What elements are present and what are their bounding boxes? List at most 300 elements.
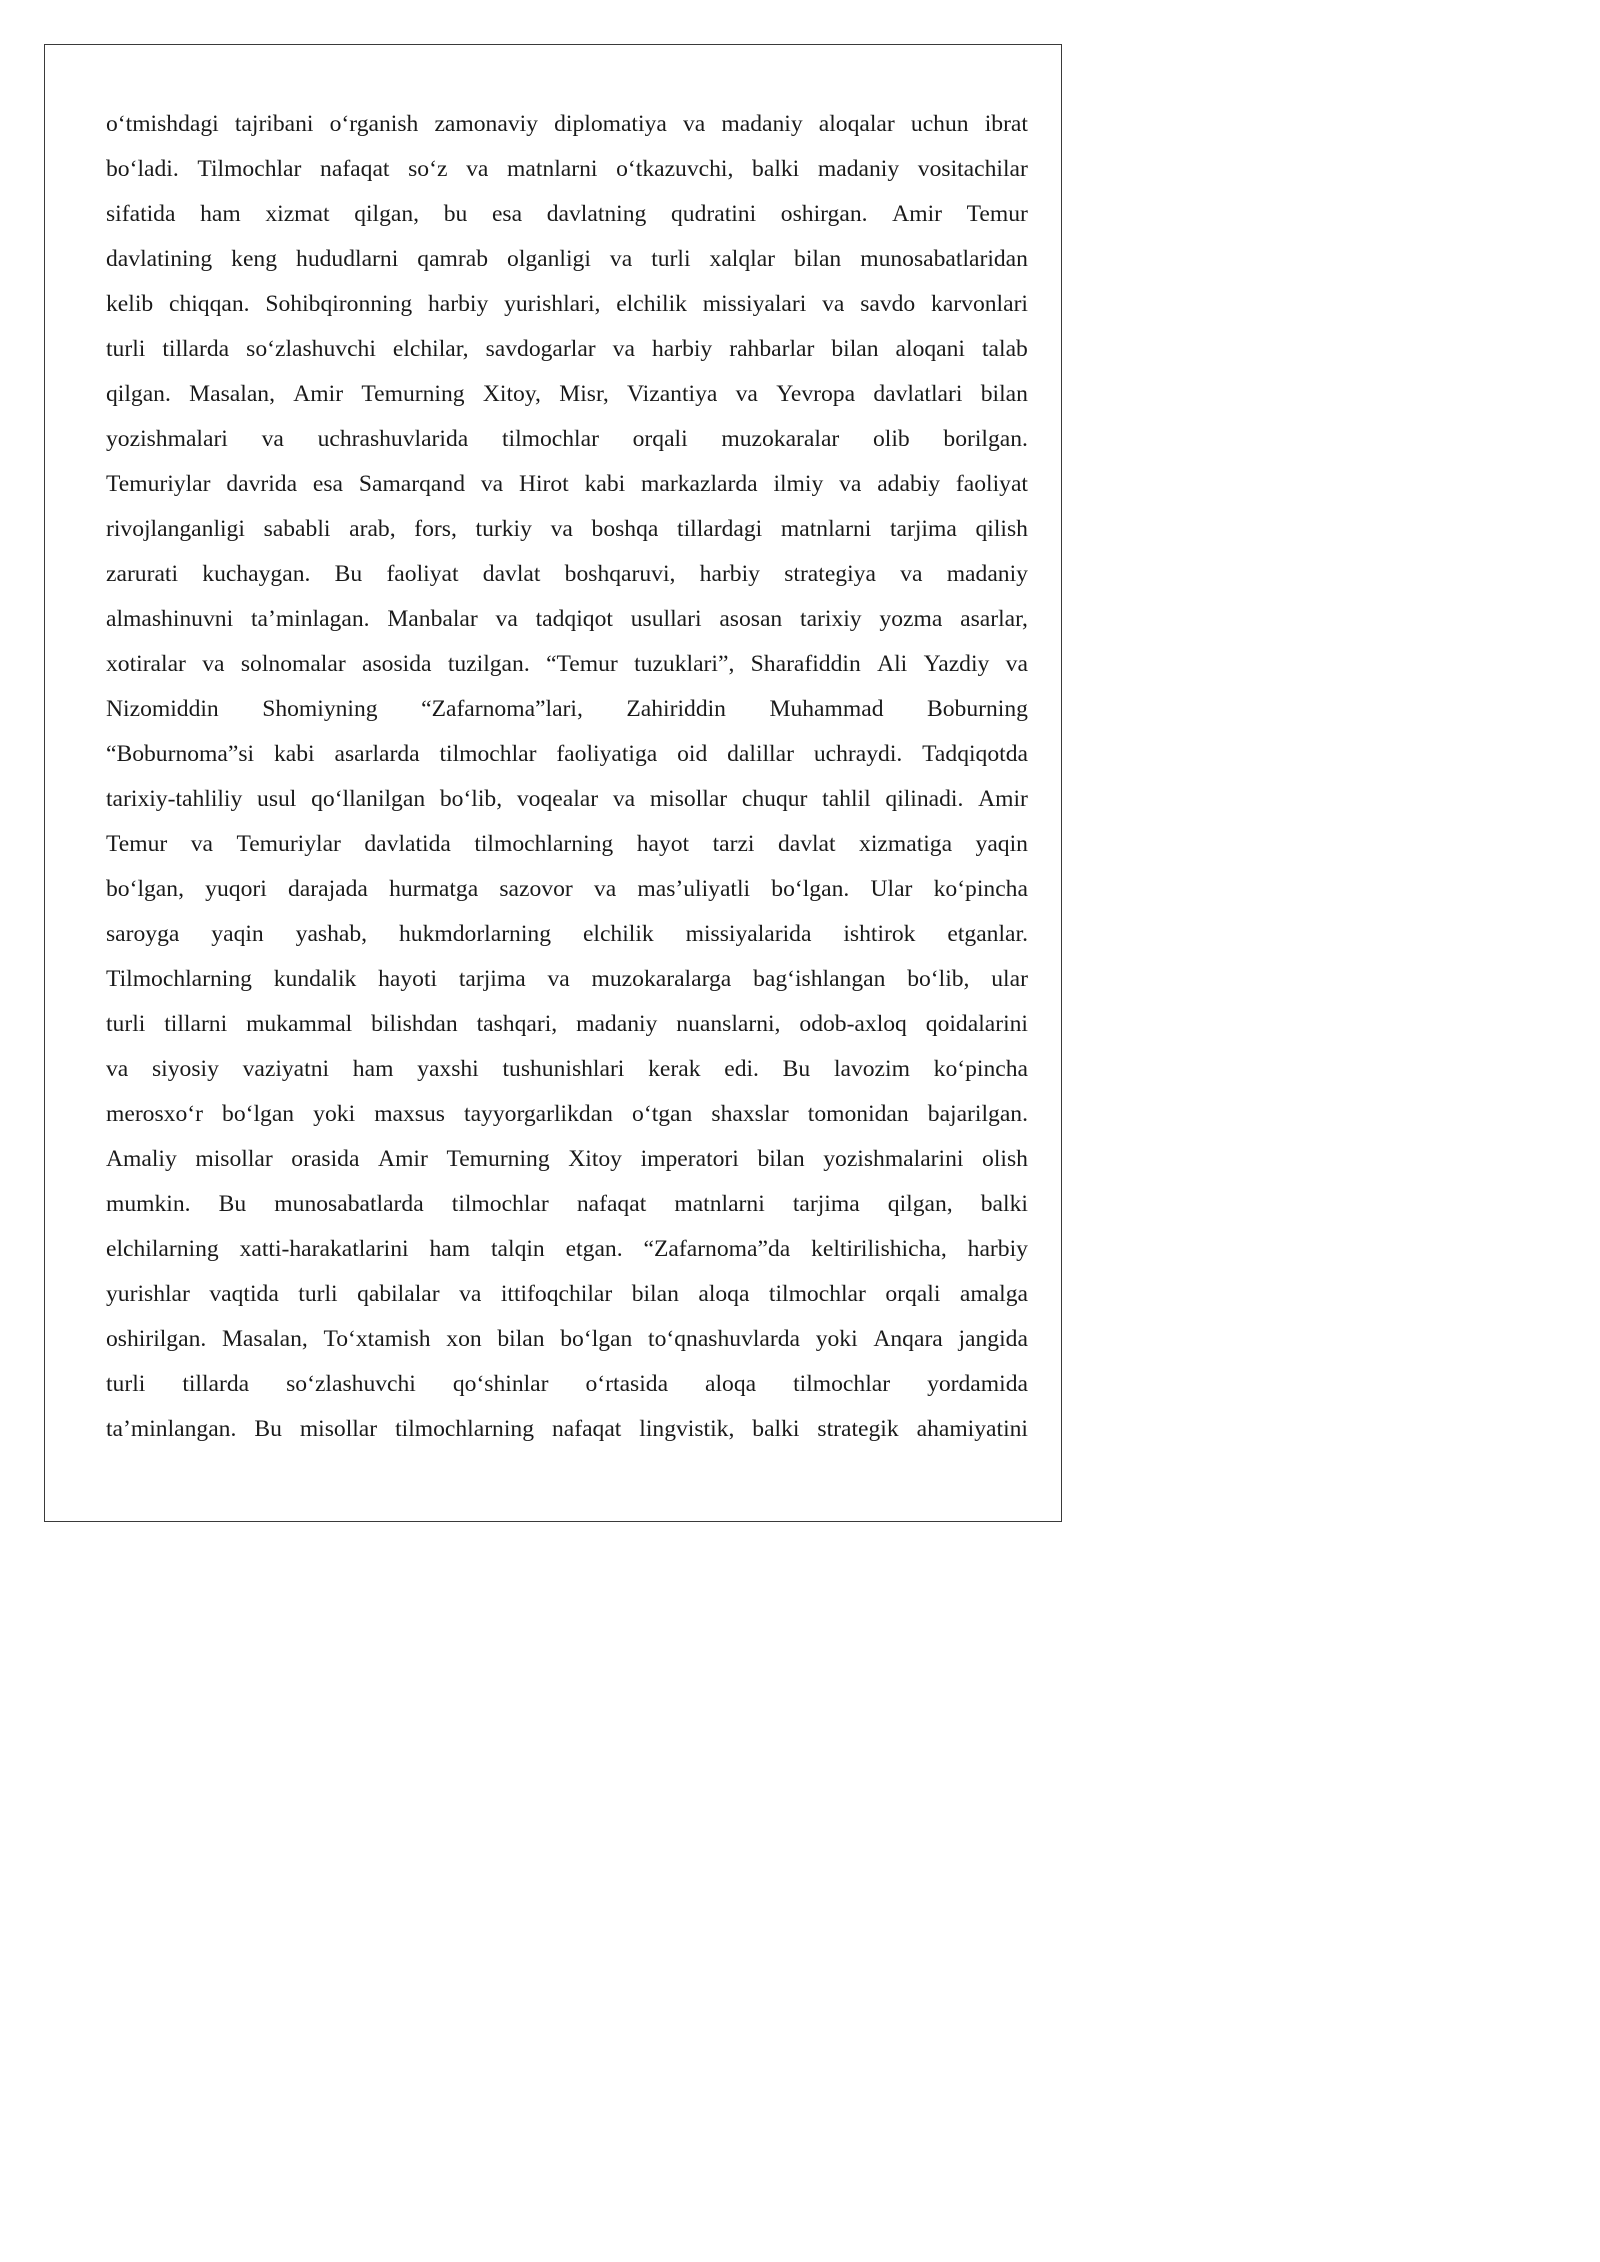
word: oshirilgan.: [106, 1326, 207, 1352]
word: aloqa: [698, 1281, 750, 1307]
word: zarurati: [106, 561, 179, 587]
word: borilgan.: [943, 426, 1028, 452]
word: imperatori: [640, 1146, 739, 1172]
word: va: [190, 831, 213, 857]
word: tomonidan: [807, 1101, 909, 1127]
word: dalillar: [727, 741, 794, 767]
word: sababli: [263, 516, 331, 542]
word: kerak: [648, 1056, 701, 1082]
word: tarjima: [792, 1191, 860, 1217]
word: va: [900, 561, 923, 587]
word: madaniy: [721, 111, 803, 137]
word: Temurning: [446, 1146, 550, 1172]
text-line: [106, 507, 1028, 552]
word: madaniy: [576, 1011, 658, 1037]
word: qudratini: [670, 201, 757, 227]
word: vositachilar: [917, 156, 1028, 182]
word: vaqtida: [209, 1281, 279, 1307]
word: Amaliy: [106, 1146, 177, 1172]
word: madaniy: [817, 156, 900, 182]
word: bo‘lgan,: [106, 876, 184, 902]
word: saroyga: [106, 921, 180, 947]
text-line: [106, 552, 1028, 597]
word: tilmochlarning: [474, 831, 614, 857]
word: qo‘llanilgan: [311, 786, 426, 812]
word: ham: [352, 1056, 394, 1082]
word: mas’uliyatli: [637, 876, 751, 902]
word: almashinuvni: [106, 606, 234, 632]
word: va: [839, 471, 862, 497]
word: merosxo‘r: [106, 1101, 203, 1127]
word: shaxslar: [711, 1101, 789, 1127]
word: yoki: [815, 1326, 858, 1352]
word: odob-axloq: [799, 1011, 907, 1037]
word: Xitoy: [568, 1146, 622, 1172]
word: xalqlar: [709, 246, 776, 272]
text-line: [106, 1317, 1028, 1362]
word: tuzuklari”,: [634, 651, 735, 677]
text-line: [106, 957, 1028, 1002]
word: Bu: [782, 1056, 811, 1082]
word: ham: [200, 201, 241, 227]
word: nafaqat: [576, 1191, 647, 1217]
word: turli: [106, 1011, 146, 1037]
word: bo‘lgan: [560, 1326, 633, 1352]
word: va: [612, 336, 635, 362]
word: Tilmochlar: [197, 156, 302, 182]
word: missiyalarida: [685, 921, 812, 947]
word: to‘qnashuvlarda: [648, 1326, 801, 1352]
word: va: [593, 876, 617, 902]
word: Amir: [978, 786, 1028, 812]
word: Yazdiy: [923, 651, 990, 677]
word: tillarda: [162, 336, 230, 362]
word: o‘tgan: [632, 1101, 693, 1127]
word: yozishmalarini: [823, 1146, 964, 1172]
word: voqealar: [516, 786, 599, 812]
word: kundalik: [273, 966, 357, 992]
word: ta’minlagan.: [250, 606, 370, 632]
word: Tilmochlarning: [106, 966, 252, 992]
word: yurishlar: [106, 1281, 190, 1307]
word: elchilik: [616, 291, 687, 317]
word: faoliyatiga: [556, 741, 658, 767]
word: yaxshi: [417, 1056, 479, 1082]
word: Ular: [870, 876, 913, 902]
word: boshqaruvi,: [564, 561, 676, 587]
word: bajarilgan.: [927, 1101, 1028, 1127]
word: faoliyat: [386, 561, 459, 587]
word: savdo: [860, 291, 916, 317]
word: rivojlanganligi: [106, 516, 245, 542]
word: tarjima: [458, 966, 526, 992]
word: tarixiy-tahliliy: [106, 786, 243, 812]
word: va: [495, 606, 518, 632]
word: Temuriylar: [106, 471, 211, 497]
text-line: [106, 192, 1028, 237]
word: ham: [429, 1236, 471, 1262]
word: davlatlari: [873, 381, 963, 407]
word: Ali: [877, 651, 908, 677]
word: ahamiyatini: [916, 1416, 1028, 1442]
word: olish: [982, 1146, 1028, 1172]
word: muzokaralarga: [591, 966, 732, 992]
word: va: [609, 246, 633, 272]
word: va: [261, 426, 284, 452]
word: tarjima: [889, 516, 957, 542]
word: qilinadi.: [885, 786, 964, 812]
word: turli: [106, 336, 146, 362]
word: Boburning: [927, 696, 1028, 722]
word: Xitoy,: [482, 381, 541, 407]
word: Nizomiddin: [106, 696, 219, 722]
word: missiyalari: [702, 291, 807, 317]
word: faoliyat: [955, 471, 1028, 497]
text-line: [106, 822, 1028, 867]
word: vaziyatni: [242, 1056, 330, 1082]
word: yozishmalari: [106, 426, 228, 452]
word: Temur: [966, 201, 1028, 227]
word: bilan: [497, 1326, 545, 1352]
word: usul: [257, 786, 297, 812]
text-line: [106, 237, 1028, 282]
word: nuanslarni,: [676, 1011, 781, 1037]
word: harbiy: [651, 336, 713, 362]
word: aloqani: [895, 336, 965, 362]
word: Yevropa: [776, 381, 856, 407]
text-line: [106, 732, 1028, 777]
word: bilan: [831, 336, 879, 362]
word: bu: [443, 201, 468, 227]
word: sazovor: [499, 876, 573, 902]
word: yaqin: [975, 831, 1028, 857]
word: Temuriylar: [236, 831, 341, 857]
word: yordamida: [927, 1371, 1028, 1397]
word: kuchaygan.: [202, 561, 311, 587]
word: nafaqat: [320, 156, 390, 182]
word: xizmatiga: [859, 831, 953, 857]
word: harbiy: [428, 291, 489, 317]
word: misollar: [649, 786, 728, 812]
word: hukmdorlarning: [398, 921, 552, 947]
word: sifatida: [106, 201, 176, 227]
word: chiqqan.: [168, 291, 250, 317]
word: Masalan,: [221, 1326, 308, 1352]
word: misollar: [299, 1416, 378, 1442]
word: solnomalar: [240, 651, 346, 677]
word: hayoti: [378, 966, 438, 992]
word: asarlar,: [960, 606, 1028, 632]
word: misollar: [195, 1146, 273, 1172]
word: kelib: [106, 291, 154, 317]
word: “Zafarnoma”da: [643, 1236, 791, 1262]
word: qilgan,: [354, 201, 420, 227]
word: Bu: [254, 1416, 282, 1442]
word: bilan: [794, 246, 842, 272]
text-line: [106, 462, 1028, 507]
word: ibrat: [984, 111, 1028, 137]
word: tilmochlar: [451, 1191, 549, 1217]
word: nafaqat: [551, 1416, 622, 1442]
word: markazlarda: [641, 471, 758, 497]
word: yashab,: [295, 921, 368, 947]
word: olib: [872, 426, 910, 452]
word: turkiy: [475, 516, 532, 542]
text-line: [106, 642, 1028, 687]
word: uchrashuvlarida: [317, 426, 469, 452]
text-line: [106, 597, 1028, 642]
word: matnlarni: [674, 1191, 765, 1217]
word: savdogarlar: [485, 336, 596, 362]
word: qilgan,: [887, 1191, 953, 1217]
word: qo‘shinlar: [452, 1371, 549, 1397]
body-paragraph: [106, 102, 1028, 1452]
word: va: [550, 516, 573, 542]
word: bilan: [757, 1146, 805, 1172]
word: o‘rtasida: [585, 1371, 669, 1397]
text-line: [106, 1272, 1028, 1317]
word: oshirgan.: [780, 201, 868, 227]
word: amalga: [959, 1281, 1028, 1307]
word: Sharafiddin: [750, 651, 861, 677]
word: ilmiy: [773, 471, 824, 497]
word: va: [1005, 651, 1028, 677]
word: usullari: [630, 606, 702, 632]
word: asosan: [719, 606, 783, 632]
word: chuqur: [741, 786, 808, 812]
word: boshqa: [591, 516, 659, 542]
word: Amir: [892, 201, 942, 227]
word: elchilarning: [106, 1236, 219, 1262]
word: strategik: [817, 1416, 899, 1442]
word: o‘tkazuvchi,: [616, 156, 734, 182]
word: va: [466, 156, 489, 182]
word: fors,: [414, 516, 457, 542]
word: Samarqand: [358, 471, 465, 497]
word: uchun: [910, 111, 969, 137]
word: lingvistik,: [639, 1416, 735, 1442]
word: hududlarni: [296, 246, 399, 272]
text-line: [106, 147, 1028, 192]
word: xotiralar: [106, 651, 186, 677]
word: bo‘lgan.: [771, 876, 850, 902]
text-line: [106, 1362, 1028, 1407]
word: bilan: [631, 1281, 679, 1307]
word: Masalan,: [189, 381, 275, 407]
word: zamonaviy: [434, 111, 538, 137]
word: Sohibqironning: [265, 291, 413, 317]
word: davlatida: [364, 831, 451, 857]
word: va: [547, 966, 570, 992]
word: bo‘ladi.: [106, 156, 179, 182]
word: asarlarda: [334, 741, 420, 767]
word: xizmat: [265, 201, 330, 227]
word: so‘zlashuvchi: [286, 1371, 416, 1397]
word: bilan: [980, 381, 1028, 407]
word: olganligi: [507, 246, 591, 272]
text-line: [106, 282, 1028, 327]
word: diplomatiya: [554, 111, 667, 137]
text-line: [106, 372, 1028, 417]
word: yoki: [313, 1101, 356, 1127]
word: “Zafarnoma”lari,: [421, 696, 583, 722]
word: tahlil: [822, 786, 871, 812]
word: va: [459, 1281, 482, 1307]
word: yaqin: [211, 921, 264, 947]
text-line: [106, 777, 1028, 822]
text-line: [106, 1047, 1028, 1092]
word: ko‘pincha: [933, 876, 1028, 902]
word: bag‘ishlangan: [753, 966, 886, 992]
word: mukammal: [246, 1011, 353, 1037]
word: lavozim: [833, 1056, 910, 1082]
word: va: [682, 111, 706, 137]
word: harbiy: [967, 1236, 1028, 1262]
word: ular: [991, 966, 1028, 992]
word: tadqiqot: [535, 606, 613, 632]
word: Temurning: [361, 381, 465, 407]
word: bo‘lgan: [222, 1101, 295, 1127]
text-line: [106, 417, 1028, 462]
word: tilmochlarning: [395, 1416, 534, 1442]
word: Muhammad: [769, 696, 884, 722]
word: Temur: [106, 831, 168, 857]
word: davrida: [226, 471, 298, 497]
word: Amir: [378, 1146, 428, 1172]
text-line: [106, 867, 1028, 912]
word: orqali: [885, 1281, 941, 1307]
word: matnlarni: [780, 516, 872, 542]
word: ko‘pincha: [933, 1056, 1028, 1082]
word: bo‘lib,: [439, 786, 503, 812]
word: tillarda: [182, 1371, 250, 1397]
word: yuqori: [205, 876, 267, 902]
word: va: [480, 471, 504, 497]
word: so‘zlashuvchi: [246, 336, 376, 362]
word: aloqalar: [818, 111, 895, 137]
word: va: [106, 1056, 129, 1082]
word: aloqa: [705, 1371, 757, 1397]
word: Vizantiya: [627, 381, 718, 407]
word: Zahiriddin: [626, 696, 726, 722]
word: adabiy: [877, 471, 941, 497]
word: “Temur: [546, 651, 618, 677]
word: darajada: [287, 876, 368, 902]
word: hayot: [636, 831, 690, 857]
word: ittifoqchilar: [500, 1281, 613, 1307]
word: matnlarni: [507, 156, 598, 182]
word: qilgan.: [106, 381, 171, 407]
text-line: [106, 687, 1028, 732]
word: kabi: [584, 471, 626, 497]
word: orqali: [632, 426, 688, 452]
word: etganlar.: [947, 921, 1028, 947]
word: tillardagi: [677, 516, 763, 542]
word: balki: [980, 1191, 1028, 1217]
word: tarixiy: [800, 606, 862, 632]
word: balki: [752, 156, 800, 182]
word: strategiya: [784, 561, 876, 587]
word: xon: [446, 1326, 482, 1352]
word: yozma: [879, 606, 943, 632]
word: karvonlari: [931, 291, 1028, 317]
word: elchilik: [582, 921, 654, 947]
word: davlat: [482, 561, 541, 587]
word: va: [735, 381, 758, 407]
word: talqin: [491, 1236, 545, 1262]
word: munosabatlaridan: [860, 246, 1028, 272]
word: hurmatga: [389, 876, 479, 902]
word: bilishdan: [371, 1011, 458, 1037]
text-line: [106, 912, 1028, 957]
word: etgan.: [565, 1236, 623, 1262]
word: tillarni: [164, 1011, 228, 1037]
word: Anqara: [873, 1326, 943, 1352]
word: talab: [982, 336, 1028, 362]
word: siyosiy: [152, 1056, 219, 1082]
word: tashqari,: [476, 1011, 558, 1037]
word: maxsus: [374, 1101, 445, 1127]
word: arab,: [349, 516, 396, 542]
word: va: [822, 291, 845, 317]
word: keltirilishicha,: [811, 1236, 947, 1262]
word: turli: [298, 1281, 338, 1307]
word: madaniy: [946, 561, 1028, 587]
word: elchilar,: [392, 336, 469, 362]
word: tilmochlar: [501, 426, 599, 452]
word: tilmochlar: [793, 1371, 891, 1397]
word: qoidalarini: [925, 1011, 1028, 1037]
word: asosida: [362, 651, 432, 677]
word: davlatining: [106, 246, 213, 272]
word: tushunishlari: [502, 1056, 625, 1082]
word: Misr,: [559, 381, 609, 407]
word: uchraydi.: [813, 741, 903, 767]
word: Amir: [293, 381, 344, 407]
word: harbiy: [699, 561, 760, 587]
word: Tadqiqotda: [922, 741, 1028, 767]
word: To‘xtamish: [323, 1326, 431, 1352]
word: muzokaralar: [721, 426, 840, 452]
text-line: [106, 327, 1028, 372]
word: o‘tmishdagi: [106, 111, 219, 137]
word: “Boburnoma”si: [106, 741, 255, 767]
word: balki: [752, 1416, 800, 1442]
word: turli: [106, 1371, 146, 1397]
text-line: [106, 1092, 1028, 1137]
word: mumkin.: [106, 1191, 191, 1217]
text-line: [106, 1182, 1028, 1227]
word: va: [202, 651, 225, 677]
word: o‘rganish: [329, 111, 419, 137]
text-line: [106, 1002, 1028, 1047]
word: edi.: [724, 1056, 759, 1082]
word: Shomiyning: [262, 696, 378, 722]
word: tarzi: [712, 831, 755, 857]
word: davlat: [777, 831, 836, 857]
word: Bu: [334, 561, 363, 587]
word: keng: [231, 246, 278, 272]
word: esa: [491, 201, 523, 227]
word: qilish: [975, 516, 1028, 542]
text-line: [106, 1227, 1028, 1272]
text-line: [106, 102, 1028, 147]
word: davlatning: [546, 201, 647, 227]
word: tilmochlar: [439, 741, 537, 767]
word: ta’minlangan.: [106, 1416, 237, 1442]
text-line: [106, 1407, 1028, 1452]
word: tayyorgarlikdan: [464, 1101, 613, 1127]
